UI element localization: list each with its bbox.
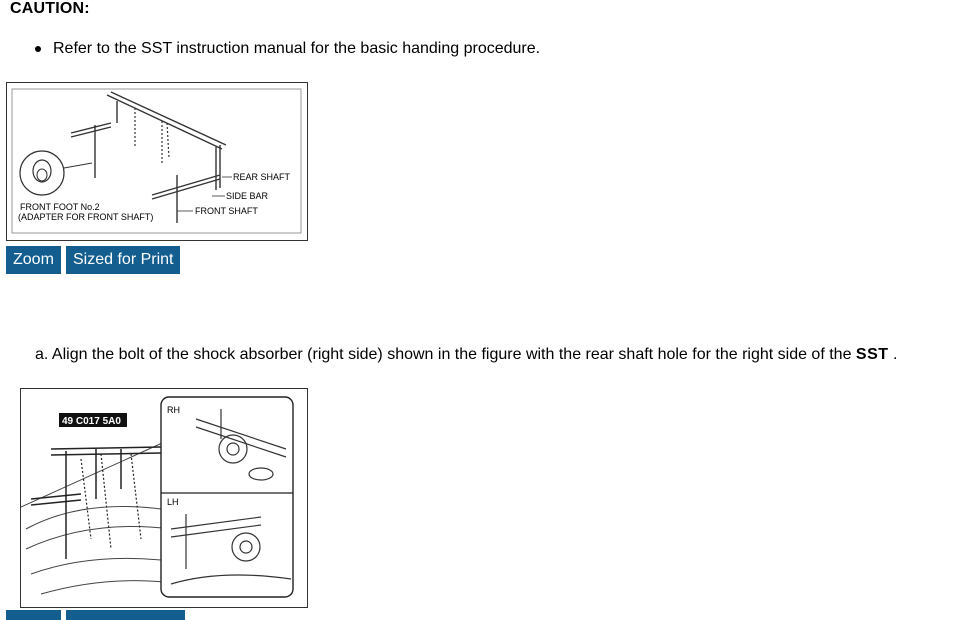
part-number-label: 49 C017 5A0 [62,416,121,427]
label-lh: LH [167,497,179,507]
sst-overview-illustration [7,83,307,240]
sized-for-print-button[interactable]: Sized for Print [66,246,180,274]
label-adapter: (ADAPTER FOR FRONT SHAFT) [18,212,154,222]
caution-heading: CAUTION: [10,0,90,17]
step-a-instruction [35,346,897,364]
zoom-button-2[interactable] [6,610,61,620]
bullet-dot [35,46,41,52]
label-rear-shaft: REAR SHAFT [233,172,291,182]
sst-term: SST [855,346,889,363]
label-front-shaft: FRONT SHAFT [195,206,258,216]
shock-absorber-alignment-figure [20,388,308,608]
label-rh: RH [167,405,180,415]
label-side-bar: SIDE BAR [226,191,269,201]
sst-overview-figure [6,82,308,241]
step-a-suffix: . [888,346,898,363]
step-a-text: a. Align the bolt of the shock absorber (right side) shown in the figure with the rear shaft hole for the right side of the [35,346,856,363]
caution-bullet-text: Refer to the SST instruction manual for the basic handing procedure. [53,40,541,57]
caution-bullet [35,40,540,58]
label-front-foot: FRONT FOOT No.2 [20,202,100,212]
shock-absorber-alignment-illustration [21,389,307,607]
zoom-button[interactable]: Zoom [6,246,61,274]
sized-for-print-button-2[interactable] [66,610,185,620]
